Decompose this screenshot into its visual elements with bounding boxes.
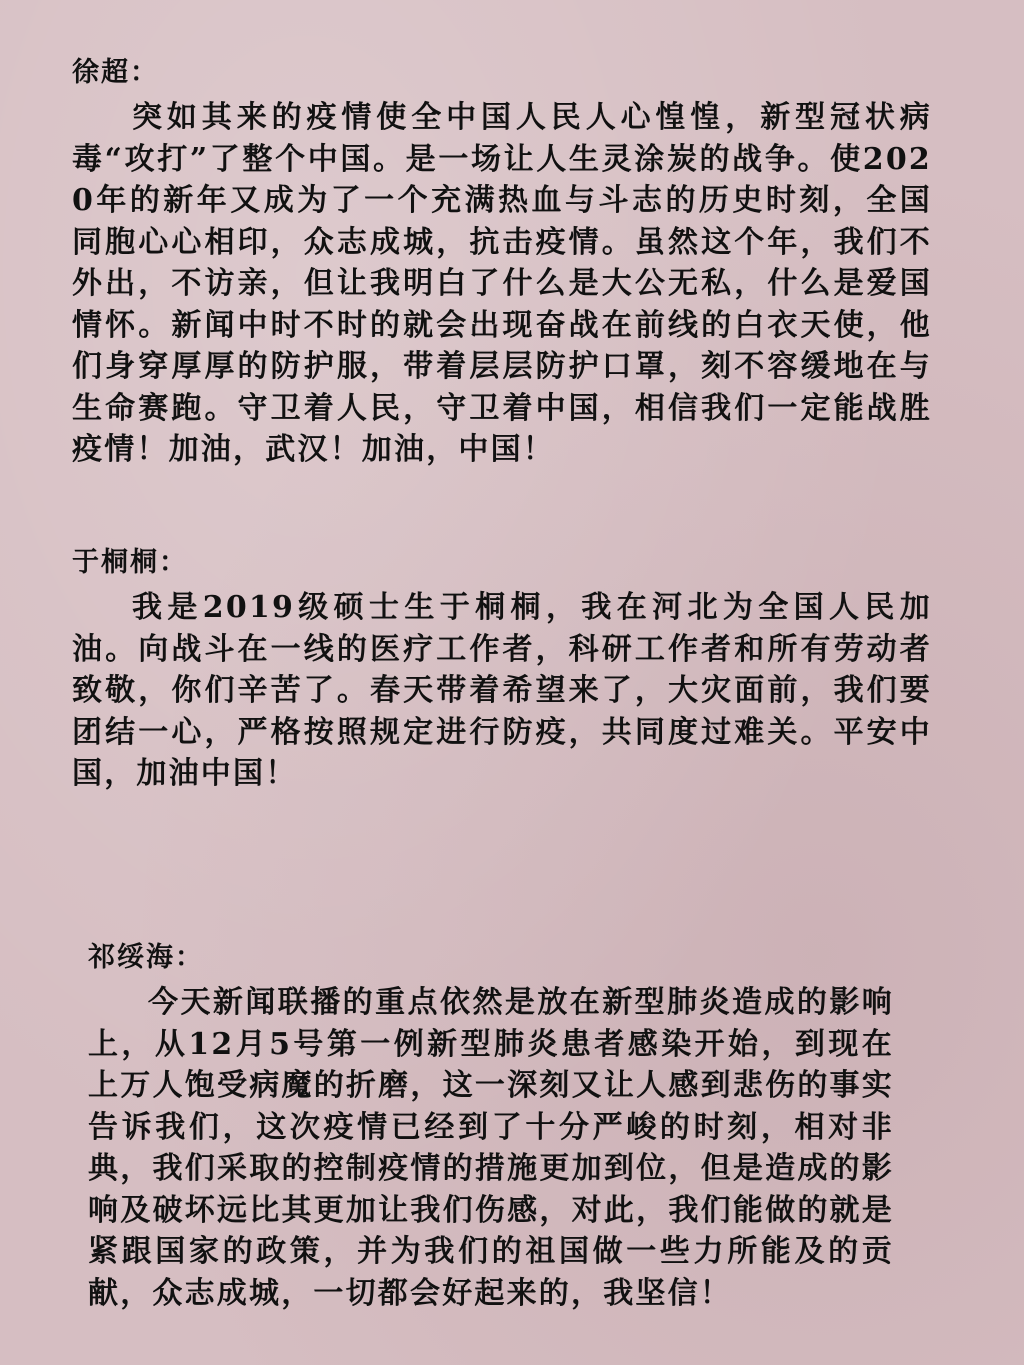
letter-text: 突如其来的疫情使全中国人民人心惶惶，新型冠状病毒“攻打”了整个中国。是一场让人生灵涂炭的战争。使2020年的新年又成为了一个充满热血与斗志的历史时刻，全国同胞心心相印，众志成城，抗击疫情。虽然这个年，我们不外出，不访亲，但让我明白了什么是大公无私，什么是爱国情怀。新闻中时不时的就会出现奋战在前线的白衣天使，他们身穿厚厚的防护服，带着层层防护口罩，刻不容缓地在与生命赛跑。守卫着人民，守卫着中国，相信我们一定能战胜疫情！加油，武汉！加油，中国！ (72, 100, 932, 467)
letter-block (0, 50, 1024, 471)
letter-text: 今天新闻联播的重点依然是放在新型肺炎造成的影响上，从12月5号第一例新型肺炎患者感染开始，到现在上万人饱受病魔的折磨，这一深刻又让人感到悲伤的事实告诉我们，这次疫情已经到了十分严峻的时刻，相对非典，我们采取的控制疫情的措施更加到位，但是造成的影响及破坏远比其更加让我们伤感，对此，我们能做的就是紧跟国家的政策，并为我们的祖国做一些力所能及的贡献，众志成城，一切都会好起来的，我坚信！ (88, 985, 894, 1311)
author-name: 于桐桐： (72, 547, 188, 578)
background-calligraphy (57, 837, 147, 927)
author-name: 徐超： (72, 57, 159, 88)
letter-block (0, 935, 1024, 1314)
author-name: 祁绥海： (88, 942, 204, 973)
letter-text: 我是2019级硕士生于桐桐，我在河北为全国人民加油。向战斗在一线的医疗工作者，科研工作者和所有劳动者致敬，你们辛苦了。春天带着希望来了，大灾面前，我们要团结一心，严格按照规定进行防疫，共同度过难关。平安中国，加油中国！ (72, 590, 932, 791)
letter-block (0, 540, 1024, 795)
